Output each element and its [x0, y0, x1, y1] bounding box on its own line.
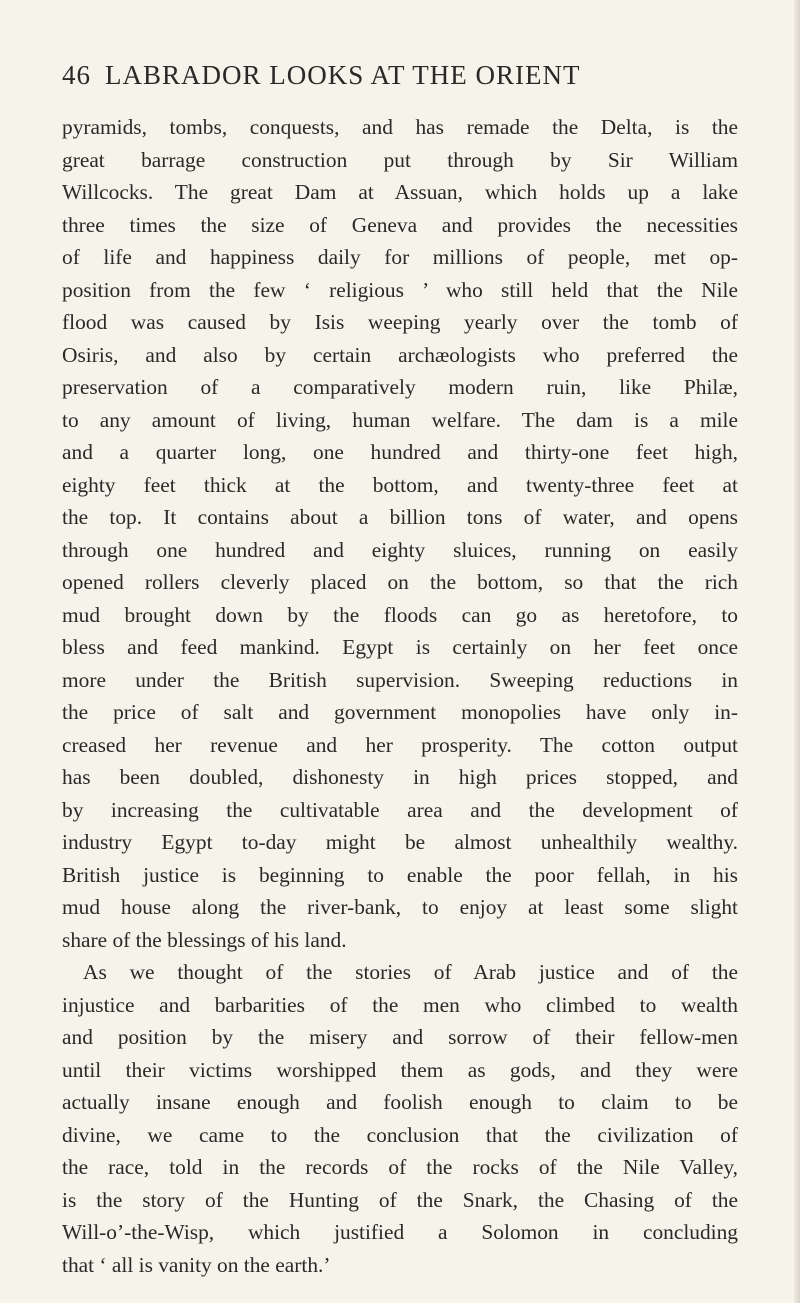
paragraph-1 — [62, 111, 738, 956]
text-line: the price of salt and government monopolies have only in- — [62, 700, 738, 724]
text-line: eighty feet thick at the bottom, and twenty-three feet at — [62, 472, 738, 497]
text-line: Osiris, and also by certain archæologists who preferred the — [62, 342, 738, 367]
text-line: the top. It contains about a billion tons of water, and opens — [62, 505, 738, 529]
text-line: has been doubled, dishonesty in high prices stopped, and — [62, 765, 738, 789]
text-line: creased her revenue and her prosperity. The cotton output — [62, 732, 738, 757]
text-line: mud brought down by the floods can go as heretofore, to — [62, 602, 738, 627]
page-edge — [794, 0, 800, 1303]
text-line: As we thought of the stories of Arab justice and of the — [83, 960, 738, 984]
text-line: and position by the misery and sorrow of their fellow-men — [62, 1025, 738, 1049]
text-line: of life and happiness daily for millions of people, met op- — [62, 245, 738, 269]
text-line: divine, we came to the conclusion that the civilization of — [62, 1122, 738, 1147]
body-text — [62, 111, 738, 1281]
text-line: mud house along the river-bank, to enjoy at least some slight — [62, 895, 738, 919]
running-title: LABRADOR LOOKS AT THE ORIENT — [105, 60, 581, 90]
text-line: actually insane enough and foolish enough to claim to be — [62, 1090, 738, 1114]
text-line: British justice is beginning to enable the poor fellah, in his — [62, 862, 738, 887]
running-header — [62, 60, 742, 100]
text-line: Will-o’-the-Wisp, which justified a Solomon in concluding — [62, 1220, 738, 1244]
text-line: bless and feed mankind. Egypt is certainly on her feet once — [62, 635, 738, 659]
text-line: three times the size of Geneva and provides the necessities — [62, 212, 738, 237]
text-line: to any amount of living, human welfare. The dam is a mile — [62, 407, 738, 432]
text-line: by increasing the cultivatable area and the development of — [62, 797, 738, 822]
text-line: through one hundred and eighty sluices, running on easily — [62, 537, 738, 562]
paragraph-2 — [62, 956, 738, 1281]
text-line: preservation of a comparatively modern ruin, like Philæ, — [62, 375, 738, 399]
text-line: opened rollers cleverly placed on the bottom, so that the rich — [62, 570, 738, 594]
text-line: pyramids, tombs, conquests, and has remade the Delta, is the — [62, 115, 738, 139]
page-number: 46 — [62, 60, 91, 90]
text-line: more under the British supervision. Sweeping reductions in — [62, 667, 738, 692]
text-line: until their victims worshipped them as gods, and they were — [62, 1057, 738, 1082]
text-line: industry Egypt to-day might be almost unhealthily wealthy. — [62, 830, 738, 854]
text-line: great barrage construction put through by Sir William — [62, 147, 738, 172]
text-line: and a quarter long, one hundred and thirty-one feet high, — [62, 440, 738, 464]
text-line: share of the blessings of his land. — [62, 927, 347, 952]
text-line: position from the few ‘ religious ’ who still held that the Nile — [62, 277, 738, 302]
text-line: that ‘ all is vanity on the earth.’ — [62, 1252, 331, 1277]
text-line: flood was caused by Isis weeping yearly over the tomb of — [62, 310, 738, 334]
text-line: the race, told in the records of the rocks of the Nile Valley, — [62, 1155, 738, 1179]
text-line: is the story of the Hunting of the Snark, the Chasing of the — [62, 1187, 738, 1212]
text-line: Willcocks. The great Dam at Assuan, which holds up a lake — [62, 180, 738, 204]
text-line: injustice and barbarities of the men who climbed to wealth — [62, 992, 738, 1017]
